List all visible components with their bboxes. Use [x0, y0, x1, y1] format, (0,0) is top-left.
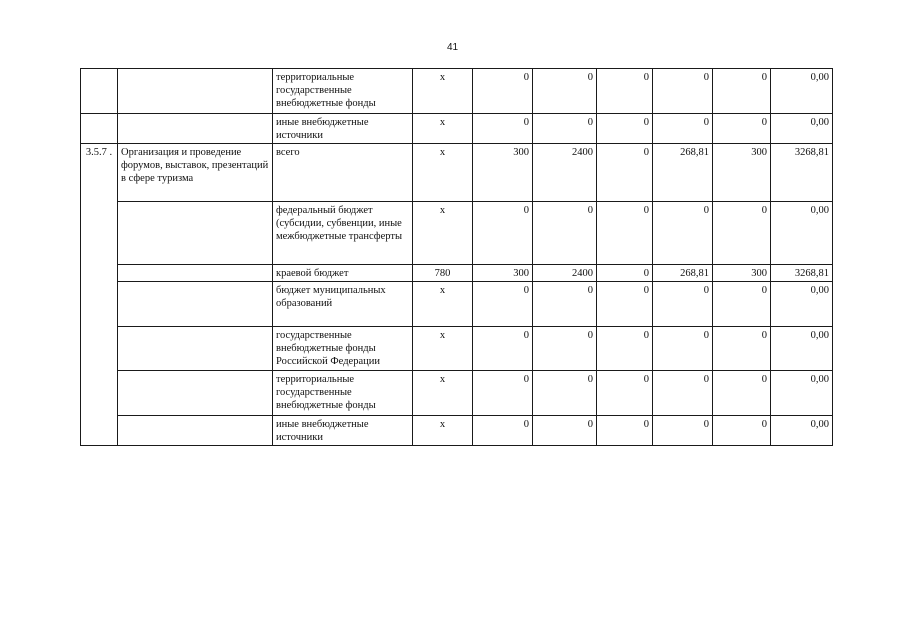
value-cell: х [413, 69, 473, 114]
value-cell: 0 [597, 265, 653, 282]
value-cell: 300 [713, 144, 771, 202]
total-cell: 0,00 [771, 114, 833, 144]
table-row [81, 144, 833, 202]
value-cell: 2400 [533, 265, 597, 282]
value-cell: 0 [473, 114, 533, 144]
value-cell: 0 [653, 202, 713, 265]
value-cell: 0 [653, 114, 713, 144]
value-cell: 0 [473, 282, 533, 327]
value-cell: 0 [533, 327, 597, 371]
funding-source: иные внебюджетные источники [273, 416, 413, 446]
value-cell: 0 [533, 371, 597, 416]
value-cell: х [413, 114, 473, 144]
value-cell: 0 [597, 144, 653, 202]
value-cell: 0 [653, 327, 713, 371]
row-name [118, 114, 273, 144]
total-cell: 0,00 [771, 371, 833, 416]
value-cell: х [413, 416, 473, 446]
table-row [81, 265, 833, 282]
value-cell: х [413, 282, 473, 327]
value-cell: 268,81 [653, 144, 713, 202]
value-cell: 0 [473, 327, 533, 371]
row-name [118, 282, 273, 327]
funding-source: иные внебюджетные источники [273, 114, 413, 144]
value-cell: 0 [653, 371, 713, 416]
total-cell: 0,00 [771, 327, 833, 371]
value-cell: 300 [473, 144, 533, 202]
value-cell: х [413, 202, 473, 265]
row-code [81, 69, 118, 114]
value-cell: 0 [597, 114, 653, 144]
value-cell: 300 [473, 265, 533, 282]
value-cell: 0 [533, 282, 597, 327]
value-cell: 0 [473, 371, 533, 416]
table-row [81, 282, 833, 327]
row-code: 3.5.7 . [81, 144, 118, 446]
value-cell: 0 [473, 69, 533, 114]
table-row [81, 69, 833, 114]
value-cell: 0 [597, 371, 653, 416]
funding-source: федеральный бюджет (субсидии, субвенции, иные межбюджетные трансферты [273, 202, 413, 265]
row-name [118, 69, 273, 114]
page-number: 41 [446, 42, 459, 53]
value-cell: 780 [413, 265, 473, 282]
value-cell: 0 [713, 114, 771, 144]
total-cell: 0,00 [771, 282, 833, 327]
value-cell: 0 [533, 416, 597, 446]
funding-source: государственные внебюджетные фонды Российской Федерации [273, 327, 413, 371]
value-cell: 0 [713, 202, 771, 265]
row-name: Организация и проведение форумов, выставок, презентаций в сфере туризма [118, 144, 273, 202]
value-cell: 0 [713, 416, 771, 446]
row-name [118, 371, 273, 416]
value-cell: 0 [653, 416, 713, 446]
value-cell: 0 [653, 69, 713, 114]
value-cell: 0 [653, 282, 713, 327]
funding-source: территориальные государственные внебюджетные фонды [273, 69, 413, 114]
value-cell: х [413, 144, 473, 202]
value-cell: 0 [597, 327, 653, 371]
total-cell: 0,00 [771, 416, 833, 446]
value-cell: 0 [713, 327, 771, 371]
value-cell: 0 [713, 371, 771, 416]
value-cell: 0 [597, 202, 653, 265]
value-cell: 0 [533, 202, 597, 265]
funding-source: территориальные государственные внебюджетные фонды [273, 371, 413, 416]
value-cell: 0 [597, 282, 653, 327]
row-name [118, 416, 273, 446]
value-cell: 0 [713, 69, 771, 114]
table-row [81, 114, 833, 144]
value-cell: 300 [713, 265, 771, 282]
total-cell: 0,00 [771, 202, 833, 265]
row-name [118, 202, 273, 265]
value-cell: 268,81 [653, 265, 713, 282]
table-row [81, 327, 833, 371]
total-cell: 3268,81 [771, 144, 833, 202]
table-row [81, 416, 833, 446]
row-name [118, 327, 273, 371]
value-cell: 2400 [533, 144, 597, 202]
table-row [81, 202, 833, 265]
funding-source: бюджет муниципальных образований [273, 282, 413, 327]
value-cell: 0 [713, 282, 771, 327]
budget-table [80, 68, 833, 446]
row-name [118, 265, 273, 282]
value-cell: 0 [597, 416, 653, 446]
funding-source: всего [273, 144, 413, 202]
table-row [81, 371, 833, 416]
total-cell: 3268,81 [771, 265, 833, 282]
row-code [81, 114, 118, 144]
value-cell: 0 [473, 416, 533, 446]
value-cell: 0 [533, 69, 597, 114]
funding-source: краевой бюджет [273, 265, 413, 282]
value-cell: 0 [597, 69, 653, 114]
value-cell: х [413, 371, 473, 416]
value-cell: 0 [533, 114, 597, 144]
value-cell: х [413, 327, 473, 371]
value-cell: 0 [473, 202, 533, 265]
total-cell: 0,00 [771, 69, 833, 114]
